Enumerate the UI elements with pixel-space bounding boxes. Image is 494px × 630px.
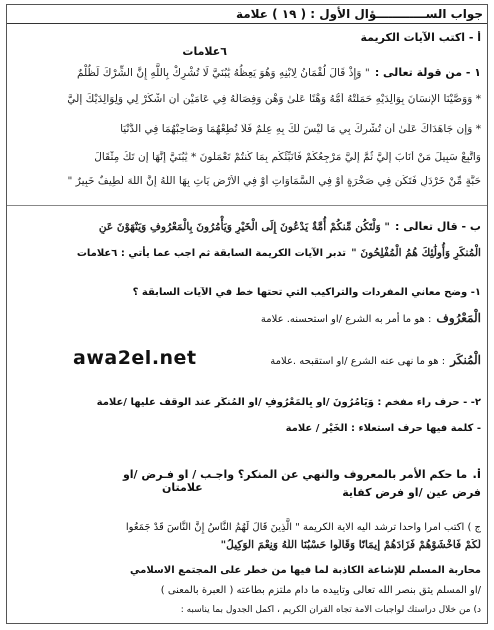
part-j-answer-1: محاربة المسلم للإشاعة الكاذبة لما فيها من خطر على المجتمع الاسلامي — [130, 565, 481, 576]
answer-sheet — [6, 4, 488, 624]
verse-text-1: " وَإِذْ قَالَ لُقْمَانُ لِابْنِهِ وَهُوَ يَعِظُهُ يَٰبُنَيَّ لَا تُشْرِكْ بِاللَّهِ إِنَّ الشِّرْكَ لَظُلْمٌ — [76, 67, 370, 79]
part-b-verse-line-2 — [13, 241, 481, 260]
site-watermark: awa2el.net — [73, 347, 197, 369]
question-2-line-1: ٢- - حرف راء مفخم : وَيَأْمُرُونَ /او بِالْمَعْرُوفِ /او الْمُنكَرِ عند الوقف عليها /علامة — [96, 397, 481, 408]
part-j-verse-end: لَكُمْ فَاخْشَوْهُمْ فَزَادَهُمْ إِيمَانًا وَقَالُوا حَسْبُنَا اللَّهُ وَنِعْمَ الْوَكِيلُ" — [220, 539, 481, 551]
part-i-text-2: فرض عين /او فرض كفاية — [342, 486, 481, 499]
part-d-prompt: د) من خلال دراستك لواجبات الامة تجاه القران الكريم ، اكمل الجدول بما يناسبه : — [180, 605, 481, 615]
verse-line-5: حَبَّةٍ مِّنْ خَرْدَلٍ فَتَكُن فِي صَخْرَةٍ أَوْ فِي السَّمَاوَاتِ أَوْ فِي الْأَرْضِ يَأْتِ بِهَا اللَّهُ إِنَّ اللَّهَ لَطِيفٌ خَبِيرٌ " — [67, 175, 481, 187]
question-2-line-2: - كلمة فيها حرف استعلاء : الْخَيْرِ / علامة — [285, 423, 481, 434]
part-i-line-1 — [13, 463, 481, 482]
munkar-definition: : هو ما نهى عنه الشرع /او استقبحه .علامة — [270, 356, 446, 367]
page-title: جواب الســــــــــــؤال الأول : ( ١٩ ) علامة — [235, 7, 483, 21]
munkar-word: الْمُنكَر — [450, 353, 481, 367]
header-divider — [7, 23, 487, 24]
maaruf-word: الْمَعْرُوف — [436, 311, 481, 325]
verse-line-3: * وَإِن جَاهَدَاكَ عَلَىٰ أَن تُشْرِكَ بِي مَا لَيْسَ لَكَ بِهِ عِلْمٌ فَلَا تُطِعْهُمَا وَصَاحِبْهُمَا فِي الدُّنْيَا — [120, 123, 481, 135]
part-a-marks: ٦علامات — [182, 45, 227, 58]
item1-label: ١ - من قولة تعالى : — [374, 66, 481, 79]
part-j-intro-text: ج ) اكتب امرا واحدا ترشد اليه الاية الكريمة " الَّذِينَ قَالَ لَهُمُ النَّاسُ إِنَّ النَّاسَ قَدْ جَمَعُوا — [125, 522, 481, 533]
part-i-marks: علامتان — [162, 481, 203, 494]
question-1: ١- وضح معاني المفردات والتراكيب التي تحتها خط في الآيات السابقة ؟ — [132, 287, 481, 298]
part-a-label: أ - اكتب الآيات الكريمة — [360, 31, 481, 44]
part-b-instruction: تدبر الآيات الكريمة السابقة ثم اجب عما يأتي : ٦علامات — [76, 248, 347, 259]
part-i-label: i. — [472, 467, 481, 481]
part-b-label: ب - قال تعالى : — [395, 220, 481, 233]
part-b-verse-end: الْمُنكَرِ وَأُولَٰئِكَ هُمُ الْمُفْلِحُونَ " — [351, 247, 481, 259]
verse-line-4: وَاتَّبِعْ سَبِيلَ مَنْ أَنَابَ إِلَيَّ ثُمَّ إِلَيَّ مَرْجِعُكُمْ فَأُنَبِّئُكُم بِمَا كُنتُمْ تَعْمَلُونَ * يَٰبُنَيَّ إِنَّهَا إِن تَكُ مِثْقَالَ — [94, 151, 481, 163]
part-b-verse-line-1 — [13, 215, 481, 234]
verse-line-1 — [13, 61, 481, 80]
maaruf-answer — [13, 307, 481, 326]
part-b-verse-start: " وَلْتَكُن مِّنكُمْ أُمَّةٌ يَدْعُونَ إِلَى الْخَيْرِ وَيَأْمُرُونَ بِالْمَعْرُوفِ وَيَنْهَوْنَ عَنِ — [98, 221, 390, 233]
part-j-intro — [13, 515, 481, 534]
maaruf-definition: : هو ما أمر به الشرع /او استحسنه. علامة — [260, 314, 432, 325]
verse-line-2: * وَوَصَّيْنَا الْإِنسَانَ بِوَالِدَيْهِ حَمَلَتْهُ أُمُّهُ وَهْنًا عَلَىٰ وَهْنٍ وَفِصَالُهُ فِي عَامَيْنِ أَنِ اشْكُرْ لِي وَلِوَالِدَيْكَ إِلَيَّ — [67, 93, 481, 105]
part-j-answer-2: /او المسلم يثق بنصر الله تعالى وتأييده ما دام ملتزم بطاعته ( العبرة بالمعنى ) — [160, 585, 481, 596]
part-i-text: ما حكم الأمر بالمعروف والنهي عن المنكر؟ واجـب / او فـرض /او — [122, 468, 468, 481]
part-i-line-2 — [13, 481, 481, 500]
section-divider — [7, 205, 487, 206]
